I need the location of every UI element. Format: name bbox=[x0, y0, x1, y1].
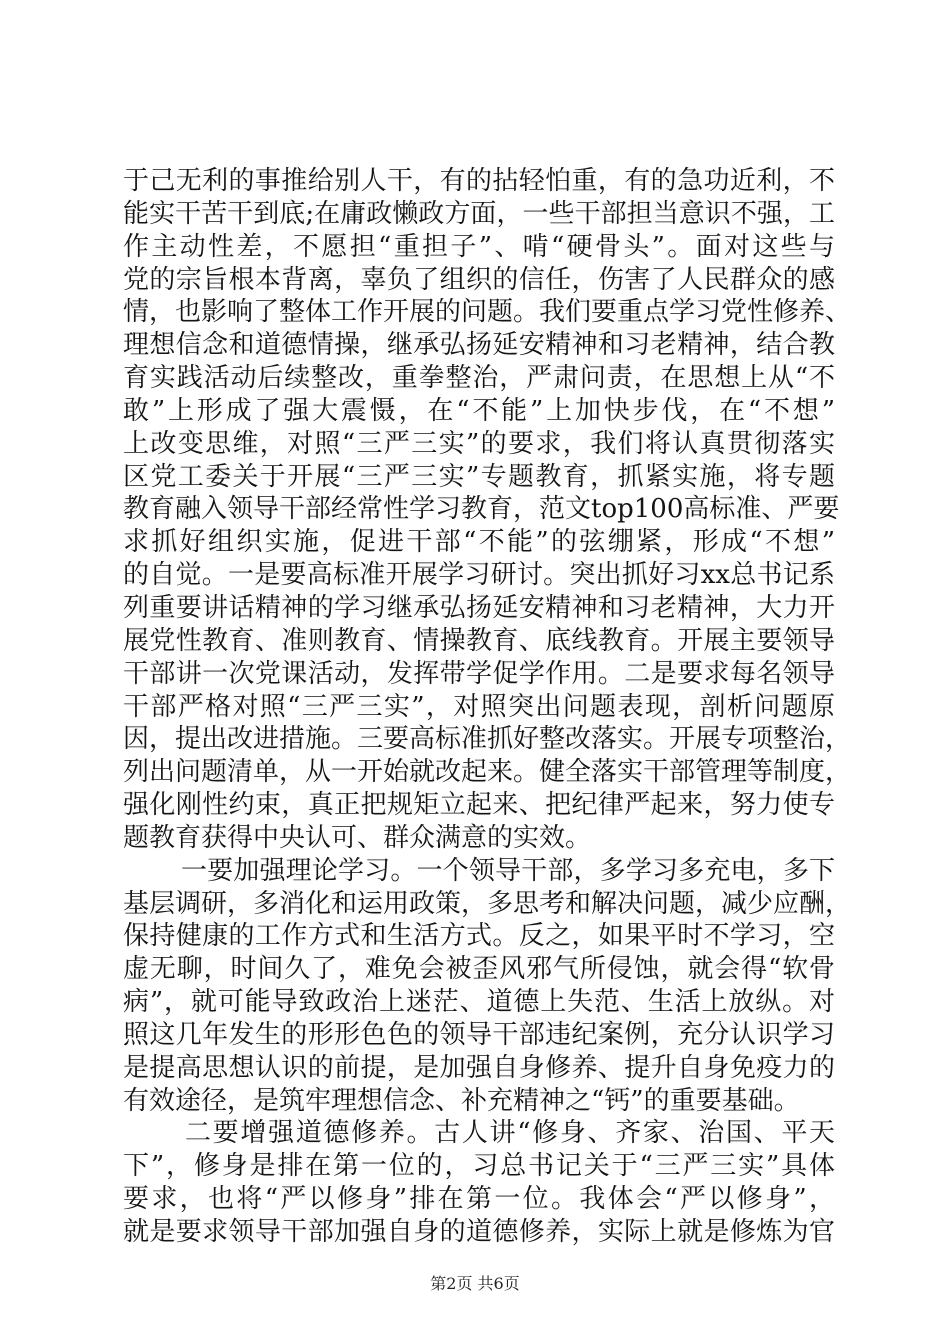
text-line: 要求，也将“严以修身”排在第一位。我体会“严以修身”， bbox=[123, 1184, 835, 1215]
text-line: 求抓好组织实施，促进干部“不能”的弦绷紧，形成“不想” bbox=[123, 527, 835, 558]
text-line: 照这几年发生的形形色色的领导干部违纪案例，充分认识学习 bbox=[123, 1019, 835, 1050]
text-line: 列出问题清单，从一开始就改起来。健全落实干部管理等制度， bbox=[123, 757, 852, 788]
text-line: 于己无利的事推给别人干，有的拈轻怕重，有的急功近利，不 bbox=[123, 166, 835, 196]
text-line: 虚无聊，时间久了，难免会被歪风邪气所侵蚀，就会得“软骨 bbox=[123, 954, 835, 985]
text-line: 基层调研，多消化和运用政策，多思考和解决问题，减少应酬， bbox=[123, 888, 852, 919]
text-line: 强化刚性约束，真正把规矩立起来、把纪律严起来，努力使专 bbox=[123, 790, 835, 821]
text-line: 列重要讲话精神的学习继承弘扬延安精神和习老精神，大力开 bbox=[123, 592, 835, 623]
paragraph-first-line: 一要加强理论学习。一个领导干部，多学习多充电，多下 bbox=[181, 855, 835, 886]
text-line: 干部严格对照“三严三实”，对照突出问题表现，剖析问题原 bbox=[123, 691, 835, 722]
page-number-footer: 第2页 共6页 bbox=[430, 1274, 520, 1293]
text-line: 上改变思维，对照“三严三实”的要求，我们将认真贯彻落实 bbox=[123, 428, 835, 459]
text-line: 有效途径，是筑牢理想信念、补充精神之“钙”的重要基础。 bbox=[123, 1085, 800, 1116]
text-line: 展党性教育、准则教育、情操教育、底线教育。开展主要领导 bbox=[123, 625, 835, 656]
text-line: 保持健康的工作方式和生活方式。反之，如果平时不学习，空 bbox=[123, 921, 835, 952]
text-line: 党的宗旨根本背离，辜负了组织的信任，伤害了人民群众的感 bbox=[123, 264, 835, 295]
text-line: 因，提出改进措施。三要高标准抓好整改落实。开展专项整治， bbox=[123, 724, 852, 755]
text-line: 干部讲一次党课活动，发挥带学促学作用。二是要求每名领导 bbox=[123, 658, 835, 689]
text-line: 是提高思想认识的前提，是加强自身修养、提升自身免疫力的 bbox=[123, 1052, 835, 1083]
text-line: 作主动性差，不愿担“重担子”、啃“硬骨头”。面对这些与 bbox=[123, 231, 835, 262]
text-line: 病”，就可能导致政治上迷茫、道德上失范、生活上放纵。对 bbox=[123, 987, 835, 1018]
text-line: 能实干苦干到底;在庸政懒政方面，一些干部担当意识不强，工 bbox=[123, 198, 835, 229]
text-line: 敢”上形成了强大震慑，在“不能”上加快步伐，在“不想” bbox=[123, 395, 835, 426]
text-line: 题教育获得中央认可、群众满意的实效。 bbox=[123, 822, 592, 853]
text-line: 的自觉。一是要高标准开展学习研讨。突出抓好习xx总书记系 bbox=[123, 560, 835, 591]
paragraph-first-line: 二要增强道德修养。古人讲“修身、齐家、治国、平天 bbox=[185, 1118, 835, 1149]
text-line: 理想信念和道德情操，继承弘扬延安精神和习老精神，结合教 bbox=[123, 330, 835, 361]
text-line: 育实践活动后续整改，重拳整治，严肃问责，在思想上从“不 bbox=[123, 363, 835, 394]
document-body bbox=[123, 165, 852, 1249]
text-line: 区党工委关于开展“三严三实”专题教育，抓紧实施，将专题 bbox=[123, 461, 835, 492]
text-line: 教育融入领导干部经常性学习教育，范文top100高标准、严要 bbox=[123, 494, 840, 525]
text-line: 下”，修身是排在第一位的，习总书记关于“三严三实”具体 bbox=[123, 1151, 835, 1182]
text-line: 就是要求领导干部加强自身的道德修养，实际上就是修炼为官 bbox=[123, 1217, 835, 1247]
text-line: 情，也影响了整体工作开展的问题。我们要重点学习党性修养、 bbox=[123, 297, 852, 328]
